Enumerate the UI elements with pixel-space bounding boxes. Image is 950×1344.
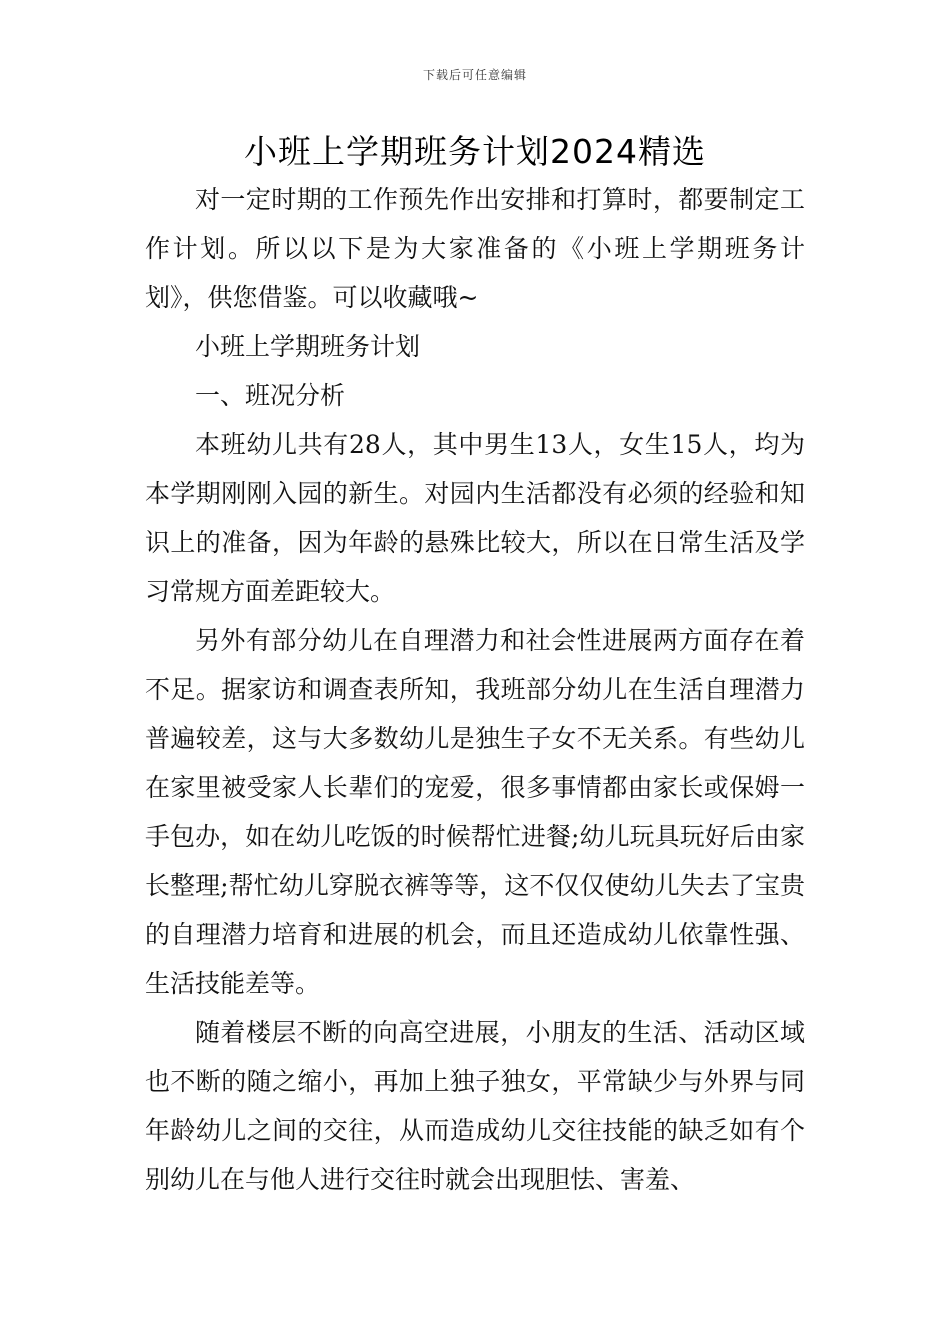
header-note: 下载后可任意编辑 xyxy=(422,68,527,82)
document-body xyxy=(145,175,805,1204)
paragraph-social: 随着楼层不断的向高空进展，小朋友的生活、活动区域也不断的随之缩小，再加上独子独女，平常缺少与外界与同年龄幼儿之间的交往，从而造成幼儿交往技能的缺乏如有个别幼儿在与他人进行交往时就会出现胆怯、害羞、 xyxy=(145,1018,805,1194)
section-heading: 一、班况分析 xyxy=(195,381,346,410)
document-title: 小班上学期班务计划2024精选 xyxy=(244,132,706,171)
paragraph-class-overview: 本班幼儿共有28人，其中男生13人，女生15人，均为本学期刚刚入园的新生。对园内生活都没有必须的经验和知识上的准备，因为年龄的悬殊比较大，所以在日常生活及学习常规方面差距较大。 xyxy=(145,430,805,606)
paragraph-intro: 对一定时期的工作预先作出安排和打算时，都要制定工作计划。所以以下是为大家准备的《小班上学期班务计划》，供您借鉴。可以收藏哦~ xyxy=(145,185,805,312)
paragraph-self-care: 另外有部分幼儿在自理潜力和社会性进展两方面存在着不足。据家访和调查表所知，我班部分幼儿在生活自理潜力普遍较差，这与大多数幼儿是独生子女不无关系。有些幼儿在家里被受家人长辈们的宠爱，很多事情都由家长或保姆一手包办，如在幼儿吃饭的时候帮忙进餐;幼儿玩具玩好后由家长整理;帮忙幼儿穿脱衣裤等等，这不仅仅使幼儿失去了宝贵的自理潜力培育和进展的机会，而且还造成幼儿依靠性强、生活技能差等。 xyxy=(145,626,805,998)
paragraph-subtitle: 小班上学期班务计划 xyxy=(195,332,421,361)
